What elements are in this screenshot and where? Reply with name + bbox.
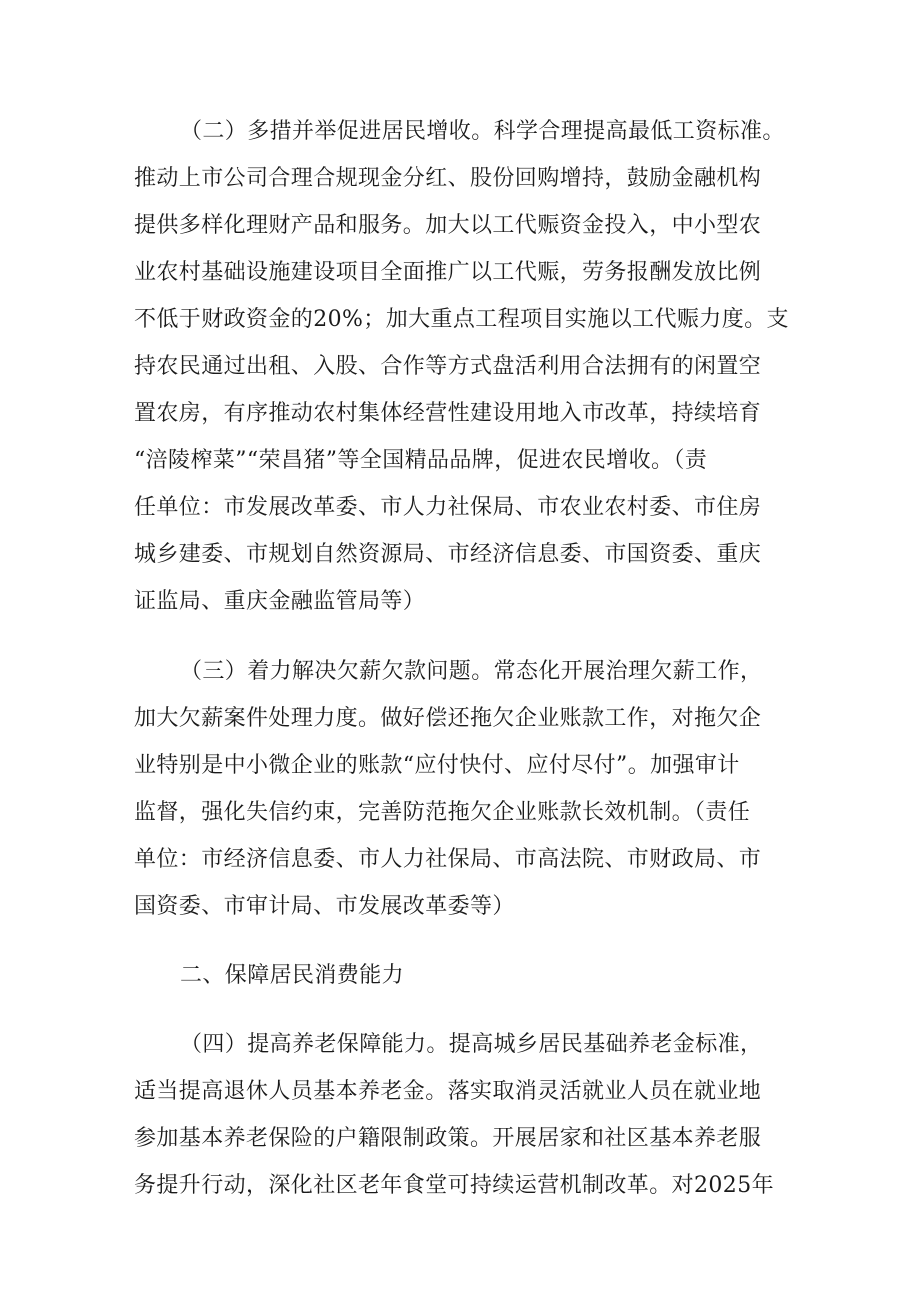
paragraph-line: （二）多措并举促进居民增收。科学合理提高最低工资标准。: [180, 119, 785, 144]
paragraph-line: 任单位：市发展改革委、市人力社保局、市农业农村委、市住房: [134, 495, 762, 520]
paragraph-line: 参加基本养老保险的户籍限制政策。开展居家和社区基本养老服: [134, 1126, 762, 1151]
paragraph-line: 加大欠薪案件处理力度。做好偿还拖欠企业账款工作，对拖欠企: [134, 706, 762, 731]
paragraph-line: 置农房，有序推动农村集体经营性建设用地入市改革，持续培育: [134, 401, 762, 426]
paragraph-line: “涪陵榨菜”“荣昌猪”等全国精品品牌，促进农民增收。（责: [134, 448, 708, 473]
paragraph-line: 业特别是中小微企业的账款“应付快付、应付尽付”。加强审计: [134, 753, 740, 778]
paragraph-line: 不低于财政资金的20%；加大重点工程项目实施以工代赈力度。支: [134, 307, 789, 332]
paragraph-line: （四）提高养老保障能力。提高城乡居民基础养老金标准，: [180, 1032, 763, 1057]
section-heading: 二、保障居民消费能力: [180, 963, 405, 988]
paragraph-line: 业农村基础设施建设项目全面推广以工代赈，劳务报酬发放比例: [134, 260, 762, 285]
paragraph-line: 提供多样化理财产品和服务。加大以工代赈资金投入，中小型农: [134, 213, 762, 238]
paragraph-line: 监督，强化失信约束，完善防范拖欠企业账款长效机制。（责任: [134, 800, 751, 825]
paragraph-line: 推动上市公司合理合规现金分红、股份回购增持，鼓励金融机构: [134, 166, 762, 191]
paragraph-line: 证监局、重庆金融监管局等）: [134, 589, 426, 614]
paragraph-line: 务提升行动，深化社区老年食堂可持续运营机制改革。对2025年: [134, 1173, 774, 1198]
paragraph-line: 国资委、市审计局、市发展改革委等）: [134, 894, 515, 919]
paragraph-line: （三）着力解决欠薪欠款问题。常态化开展治理欠薪工作，: [180, 659, 763, 684]
paragraph-line: 单位：市经济信息委、市人力社保局、市高法院、市财政局、市: [134, 847, 762, 872]
paragraph-line: 城乡建委、市规划自然资源局、市经济信息委、市国资委、重庆: [134, 542, 762, 567]
paragraph-line: 适当提高退休人员基本养老金。落实取消灵活就业人员在就业地: [134, 1079, 762, 1104]
paragraph-line: 持农民通过出租、入股、合作等方式盘活利用合法拥有的闲置空: [134, 354, 762, 379]
